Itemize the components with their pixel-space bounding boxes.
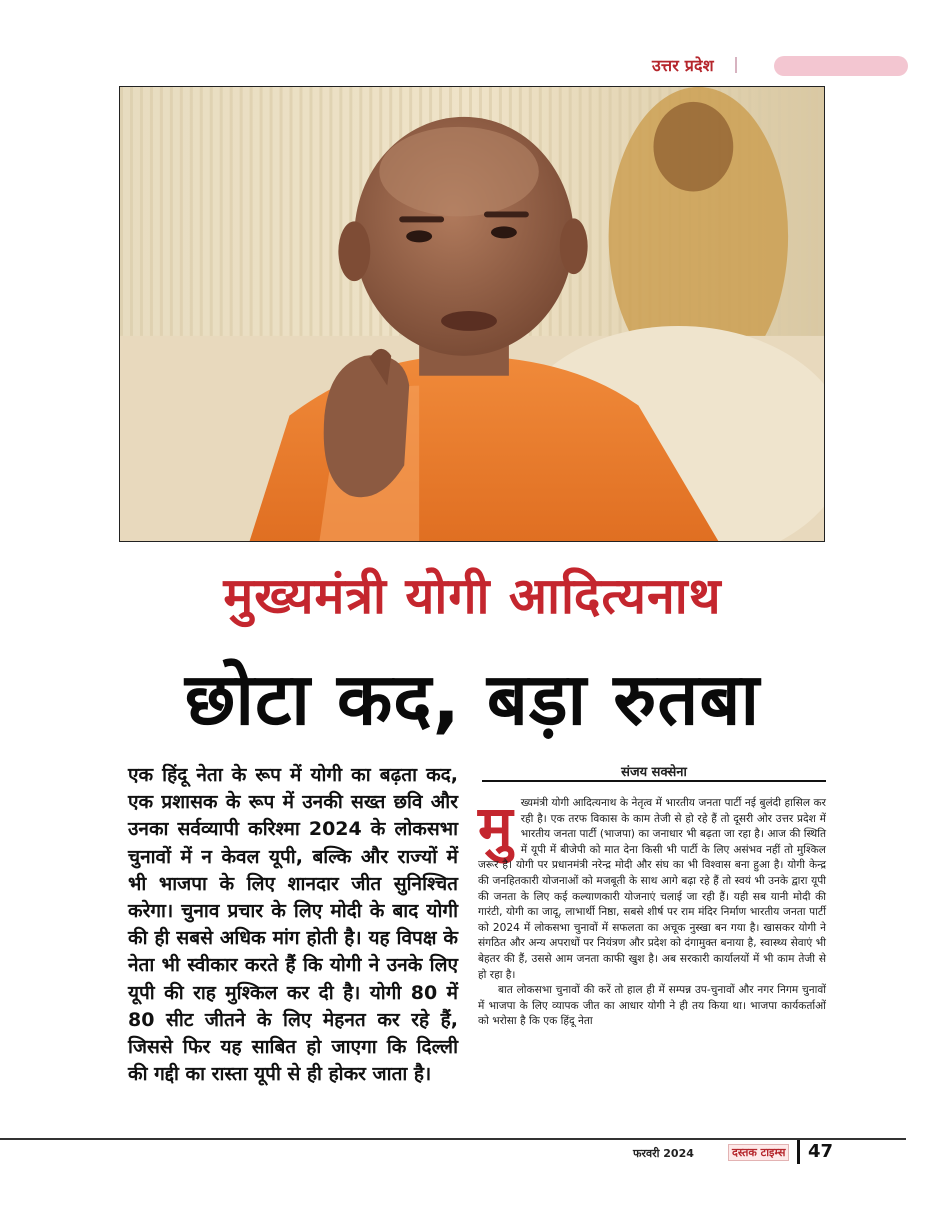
drop-cap: मु (478, 793, 513, 861)
article-headline: छोटा कद, बड़ा रुतबा (184, 657, 761, 741)
section-divider (735, 57, 737, 73)
section-pill (774, 56, 908, 76)
section-label: उत्तर प्रदेश (652, 56, 714, 75)
article-intro: एक हिंदू नेता के रूप में योगी का बढ़ता कद, एक प्रशासक के रूप में उनकी सख्त छवि और उनका सर्वव्यापी करिश्मा 2024 के लोकसभा चुनावों में न केवल यूपी, बल्कि और राज्यों में भी भाजपा के लिए शानदार जीत सुनिश्चित करेगा। चुनाव प्रचार के लिए मोदी के बाद योगी की ही सबसे अधिक मांग होती है। यह विपक्ष के नेता भी स्वीकार करते हैं कि योगी ने उनके लिए यूपी की राह मुश्किल कर दी है। योगी 80 में 80 सीट जीतने के लिए मेहनत कर रहे हैं, जिससे फिर यह साबित हो जाएगा कि दिल्ली की गद्दी का रास्ता यूपी से ही होकर जाता है। (128, 764, 458, 1086)
page-number: 47 (808, 1141, 834, 1162)
body-paragraph-1: ख्यमंत्री योगी आदित्यनाथ के नेतृत्व में भारतीय जनता पार्टी नई बुलंदी हासिल कर रही है। एक तरफ विकास के काम तेजी से हो रहे हैं तो दूसरी ओर उत्तर प्रदेश में भारतीय जनता पार्टी (भाजपा) का जनाधार भी बढ़ता जा रहा है। आज की स्थिति में यूपी में बीजेपी को मात देना किसी भी पार्टी के लिए असंभव नहीं तो मुश्किल जरूर है। योगी पर प्रधानमंत्री नरेन्द्र मोदी और संघ का भी विश्वास बना हुआ है। योगी केन्द्र की जनहितकारी योजनाओं को मजबूती के साथ आगे बढ़ा रहे हैं तो स्वयं भी उनके द्वारा यूपी की जनता के लिए कई कल्याणकारी योजनाएं चलाई जा रही हैं। यही सब यानी मोदी की गारंटी, योगी का जादू, लाभार्थी निष्ठा, सबसे शीर्ष पर राम मंदिर निर्माण भारतीय जनता पार्टी को 2024 में लोकसभा चुनावों में सफलता का अचूक नुस्खा बन गया है। खासकर योगी ने संगठित और अन्य अपराधों पर नियंत्रण और प्रदेश को दंगामुक्त बनाया है, स्वास्थ्य सेवाएं भी बेहतर की हैं, उससे आम जनता काफी खुश है। अब सरकारी कार्यालयों में भी काम तेजी से हो रहा है। (478, 797, 826, 981)
body-paragraph-2: बात लोकसभा चुनावों की करें तो हाल ही में सम्पन्न उप-चुनावों और नगर निगम चुनावों में भाजपा के लिए व्यापक जीत का आधार योगी ने ही तय किया था। भाजपा कार्यकर्ताओं को भरोसा है कि एक हिंदू नेता (478, 984, 826, 1028)
article-body (478, 793, 826, 1030)
article-kicker: मुख्यमंत्री योगी आदित्यनाथ (223, 567, 722, 625)
portrait-photo-icon (120, 87, 824, 541)
footer-magazine-logo: दस्तक टाइम्स (728, 1144, 789, 1161)
byline: संजय सक्सेना (621, 765, 687, 780)
footer-divider (797, 1140, 800, 1164)
byline-rule (482, 780, 826, 782)
footer-rule (0, 1138, 906, 1140)
footer-issue-date: फरवरी 2024 (633, 1147, 694, 1160)
article-photo (119, 86, 825, 542)
